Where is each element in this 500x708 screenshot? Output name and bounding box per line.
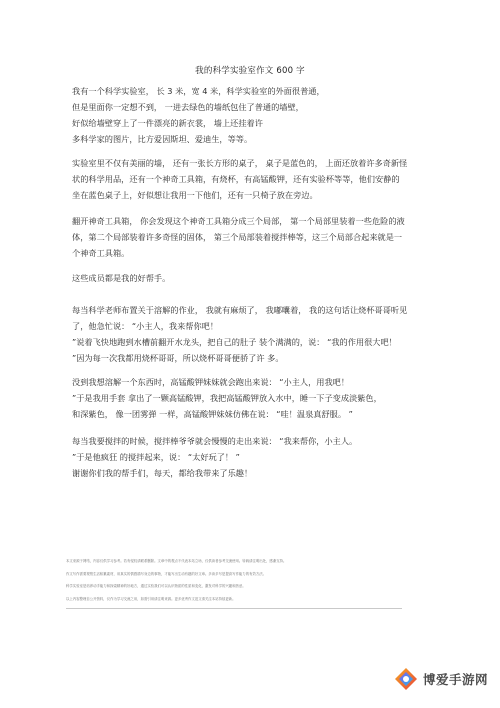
text-line: 谢谢你们我的帮手们，每天，都给我带来了乐趣！ [72,468,253,478]
footnote-line: 以上内容整理自公开资料，仅作为学习交流之用，如需引用请注明来源。更多优秀作文范文请关注本站持续更新。 [66,596,236,601]
text-line: ”于是他疯狂 的搅拌起来，说： “太好玩了！ ” [72,452,240,462]
footnote-line: 科学实验室是培养动手能力和探索精神的好地方，通过实验我们可以认识物质的性质和变化，激发对科学的兴趣和热爱。 [66,584,246,589]
text-line: 好似给墙壁穿上了一件漂亮的新衣裳， 墙上还挂着许 [72,118,263,128]
paragraph-3 [72,213,444,261]
footnote-line: 作文写作需要观察生活积累素材，用真实的情感描写身边的事物，才能写出生动有趣的好文章。多读多写是提高写作能力的有效方法。 [66,571,267,576]
paragraph-1 [72,83,444,147]
text-line: 翻开神奇工具箱， 你会发现这个神奇工具箱分成三个局部， 第一个局部里装着一些危险的液 [72,216,405,226]
footnote-line: 本文来源于网络，内容仅供学习参考。若有侵权请联系删除。文章中的观点不代表本站立场，仅供读者参考交流使用。转载请注明出处，感谢支持。 [66,559,287,563]
text-line: 这些成员都是我的好帮手。 [72,273,171,283]
gamepad-logo-icon [393,666,419,692]
document-title: 我的科学实验室作文 600 字 [195,66,305,76]
text-line: 没到我想溶解一个东西时，高锰酸钾妹妹就会跑出来说： “小主人，用我吧！ [72,377,350,387]
watermark-text: 博爱手游网 [422,672,488,687]
text-line: ”于是我用手套 拿出了一颗高锰酸钾，我把高锰酸钾放入水中，睡一下子变成淡紫色， [72,393,382,403]
footnote-block [66,555,436,605]
paragraph-2 [72,155,444,203]
text-line: 每当我要搅拌的时候，搅拌棒爷爷就会慢慢的走出来说： “我来帮你，小主人。 [72,436,358,446]
paragraph-5 [72,302,444,366]
text-line: 每当科学老师布置关于溶解的作业， 我就有麻烦了， 我嘟囔着， 我的这句话让烧杯哥哥听见 [72,305,408,315]
footer-divider [66,608,402,609]
text-line: 我有一个科学实验室， 长 3 米，宽 4 米，科学实验室的外面很普通， [72,86,325,96]
text-line: 但是里面你一定想不到， 一进去绿色的墙纸包住了普通的墙壁， [72,102,304,112]
text-line: ”因为每一次我都用烧杯哥哥，所以烧杯哥哥便骄了许 多。 [72,353,284,363]
text-line: ”说着飞快地跑到水槽前翻开水龙头，把自己的肚子 装个满满的，说： “我的作用很大吧！ [72,337,397,347]
text-line: 多科学家的图片，比方爱因斯坦、爱迪生，等等。 [72,134,253,144]
paragraph-4 [72,270,444,286]
text-line: 了，他急忙说： “小主人，我来帮你吧！ [72,321,219,331]
text-line: 坐在蓝色桌子上，好似想让我用一下他们，还有一只椅子放在旁边。 [72,190,318,200]
text-line: 和深紫色， 像一团雾弹 一样，高锰酸钾妹妹仿佛在说： “哇！温泉真舒服。 ” [72,409,353,419]
text-line: 状的科学用品，还有一个神奇工具箱，有烧杯，有高锰酸钾，还有实验杯等等，他们安静的 [72,174,400,184]
site-watermark [389,664,492,694]
text-line: 体，第二个局部装着许多奇怪的固体， 第三个局部装着搅拌棒等，这三个局部合起来就是一 [72,232,403,242]
paragraph-6 [72,374,444,422]
paragraph-7 [72,433,444,481]
text-line: 个神奇工具箱。 [72,248,130,258]
text-line: 实验室里不仅有美丽的墙， 还有一张长方形的桌子， 桌子是蓝色的， 上面还放着许多奇新怪 [72,158,408,168]
